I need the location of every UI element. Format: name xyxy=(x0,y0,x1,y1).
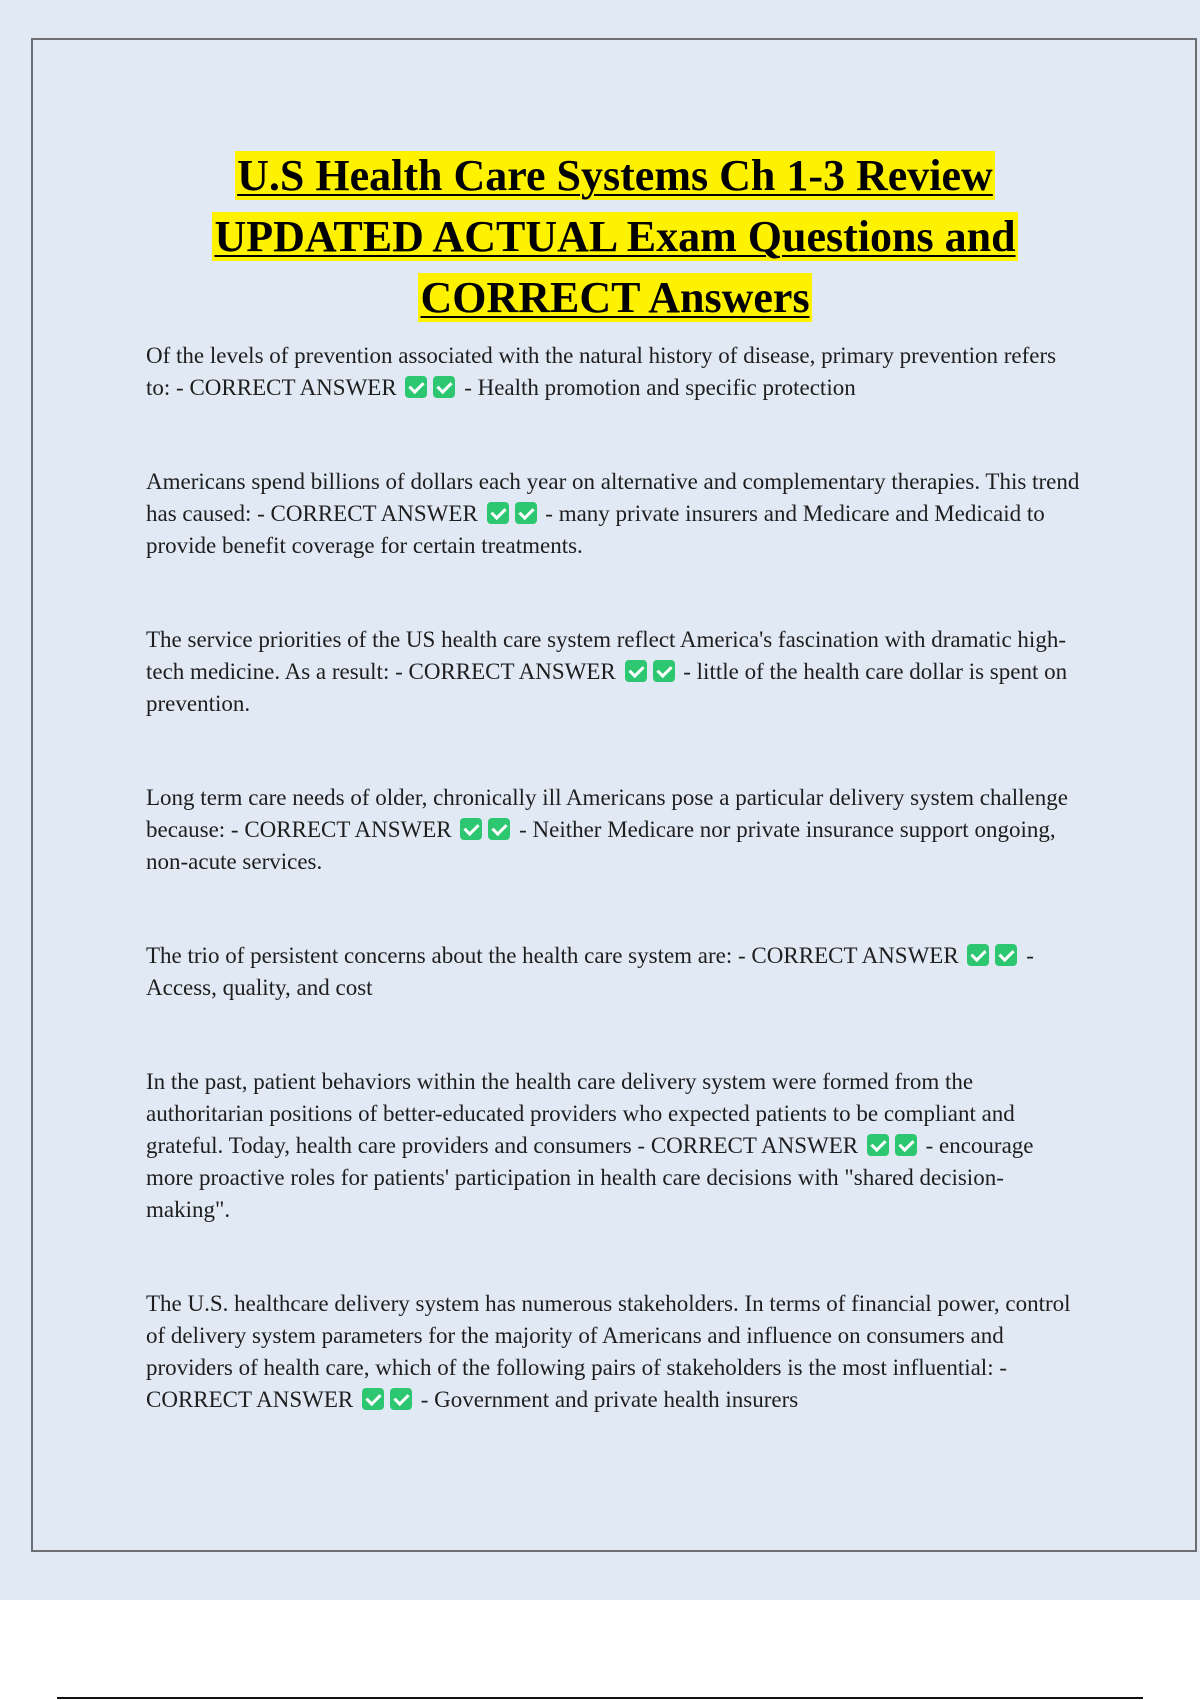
answer-text: - Access, quality, and cost xyxy=(146,943,1034,1000)
qa-item xyxy=(146,940,1086,1004)
answer-text: - many private insurers and Medicare and Medicaid to provide benefit coverage for certain treatments. xyxy=(146,501,1045,558)
title-line-3: CORRECT Answers xyxy=(420,273,810,322)
document-title xyxy=(80,145,1150,328)
check-mark-icon xyxy=(390,1388,412,1410)
qa-item xyxy=(146,1288,1086,1416)
question-text: Of the levels of prevention associated with the natural history of disease, primary prevention refers to: - CORRECT ANSWER xyxy=(146,343,1057,400)
check-mark-icon xyxy=(405,376,427,398)
answer-text: - Neither Medicare nor private insurance support ongoing, non-acute services. xyxy=(146,817,1056,874)
check-mark-icon xyxy=(515,502,537,524)
question-text: Long term care needs of older, chronically ill Americans pose a particular delivery system challenge because: - CORRECT ANSWER xyxy=(146,785,1068,842)
qa-item xyxy=(146,466,1086,562)
check-mark-icon xyxy=(625,660,647,682)
check-mark-icon xyxy=(895,1134,917,1156)
qa-item xyxy=(146,340,1086,404)
check-mark-icon xyxy=(362,1388,384,1410)
check-mark-icon xyxy=(995,944,1017,966)
question-text: Americans spend billions of dollars each year on alternative and complementary therapies. This trend has caused: - CORRECT ANSWER xyxy=(146,469,1080,526)
answer-text: - little of the health care dollar is spent on prevention. xyxy=(146,659,1068,716)
check-mark-icon xyxy=(653,660,675,682)
check-mark-icon xyxy=(460,818,482,840)
qa-item xyxy=(146,1066,1086,1226)
answer-text: - Government and private health insurers xyxy=(420,1387,799,1412)
question-text: The U.S. healthcare delivery system has numerous stakeholders. In terms of financial power, control of delivery system parameters for the majority of Americans and influence on consumers and providers of health care, which of the following pairs of stakeholders is the most influential: - CORRECT ANSWER xyxy=(146,1291,1071,1412)
bottom-divider xyxy=(57,1697,1143,1699)
check-mark-icon xyxy=(487,502,509,524)
question-text: In the past, patient behaviors within the health care delivery system were formed from the authoritarian positions of better-educated providers who expected patients to be compliant and grateful. Today, health care providers and consumers - CORRECT ANSWER xyxy=(146,1069,1015,1158)
question-answer-list xyxy=(146,340,1086,1478)
qa-item xyxy=(146,624,1086,720)
question-text: The trio of persistent concerns about the health care system are: - CORRECT ANSWER xyxy=(146,943,959,968)
check-mark-icon xyxy=(433,376,455,398)
qa-item xyxy=(146,782,1086,878)
answer-text: - encourage more proactive roles for patients' participation in health care decisions with "shared decision-making". xyxy=(146,1133,1034,1222)
check-mark-icon xyxy=(867,1134,889,1156)
title-line-1: U.S Health Care Systems Ch 1-3 Review xyxy=(237,151,993,200)
question-text: The service priorities of the US health care system reflect America's fascination with dramatic high-tech medicine. As a result: - CORRECT ANSWER xyxy=(146,627,1066,684)
title-line-2: UPDATED ACTUAL Exam Questions and xyxy=(214,212,1016,261)
check-mark-icon xyxy=(967,944,989,966)
answer-text: - Health promotion and specific protection xyxy=(464,375,856,400)
check-mark-icon xyxy=(488,818,510,840)
